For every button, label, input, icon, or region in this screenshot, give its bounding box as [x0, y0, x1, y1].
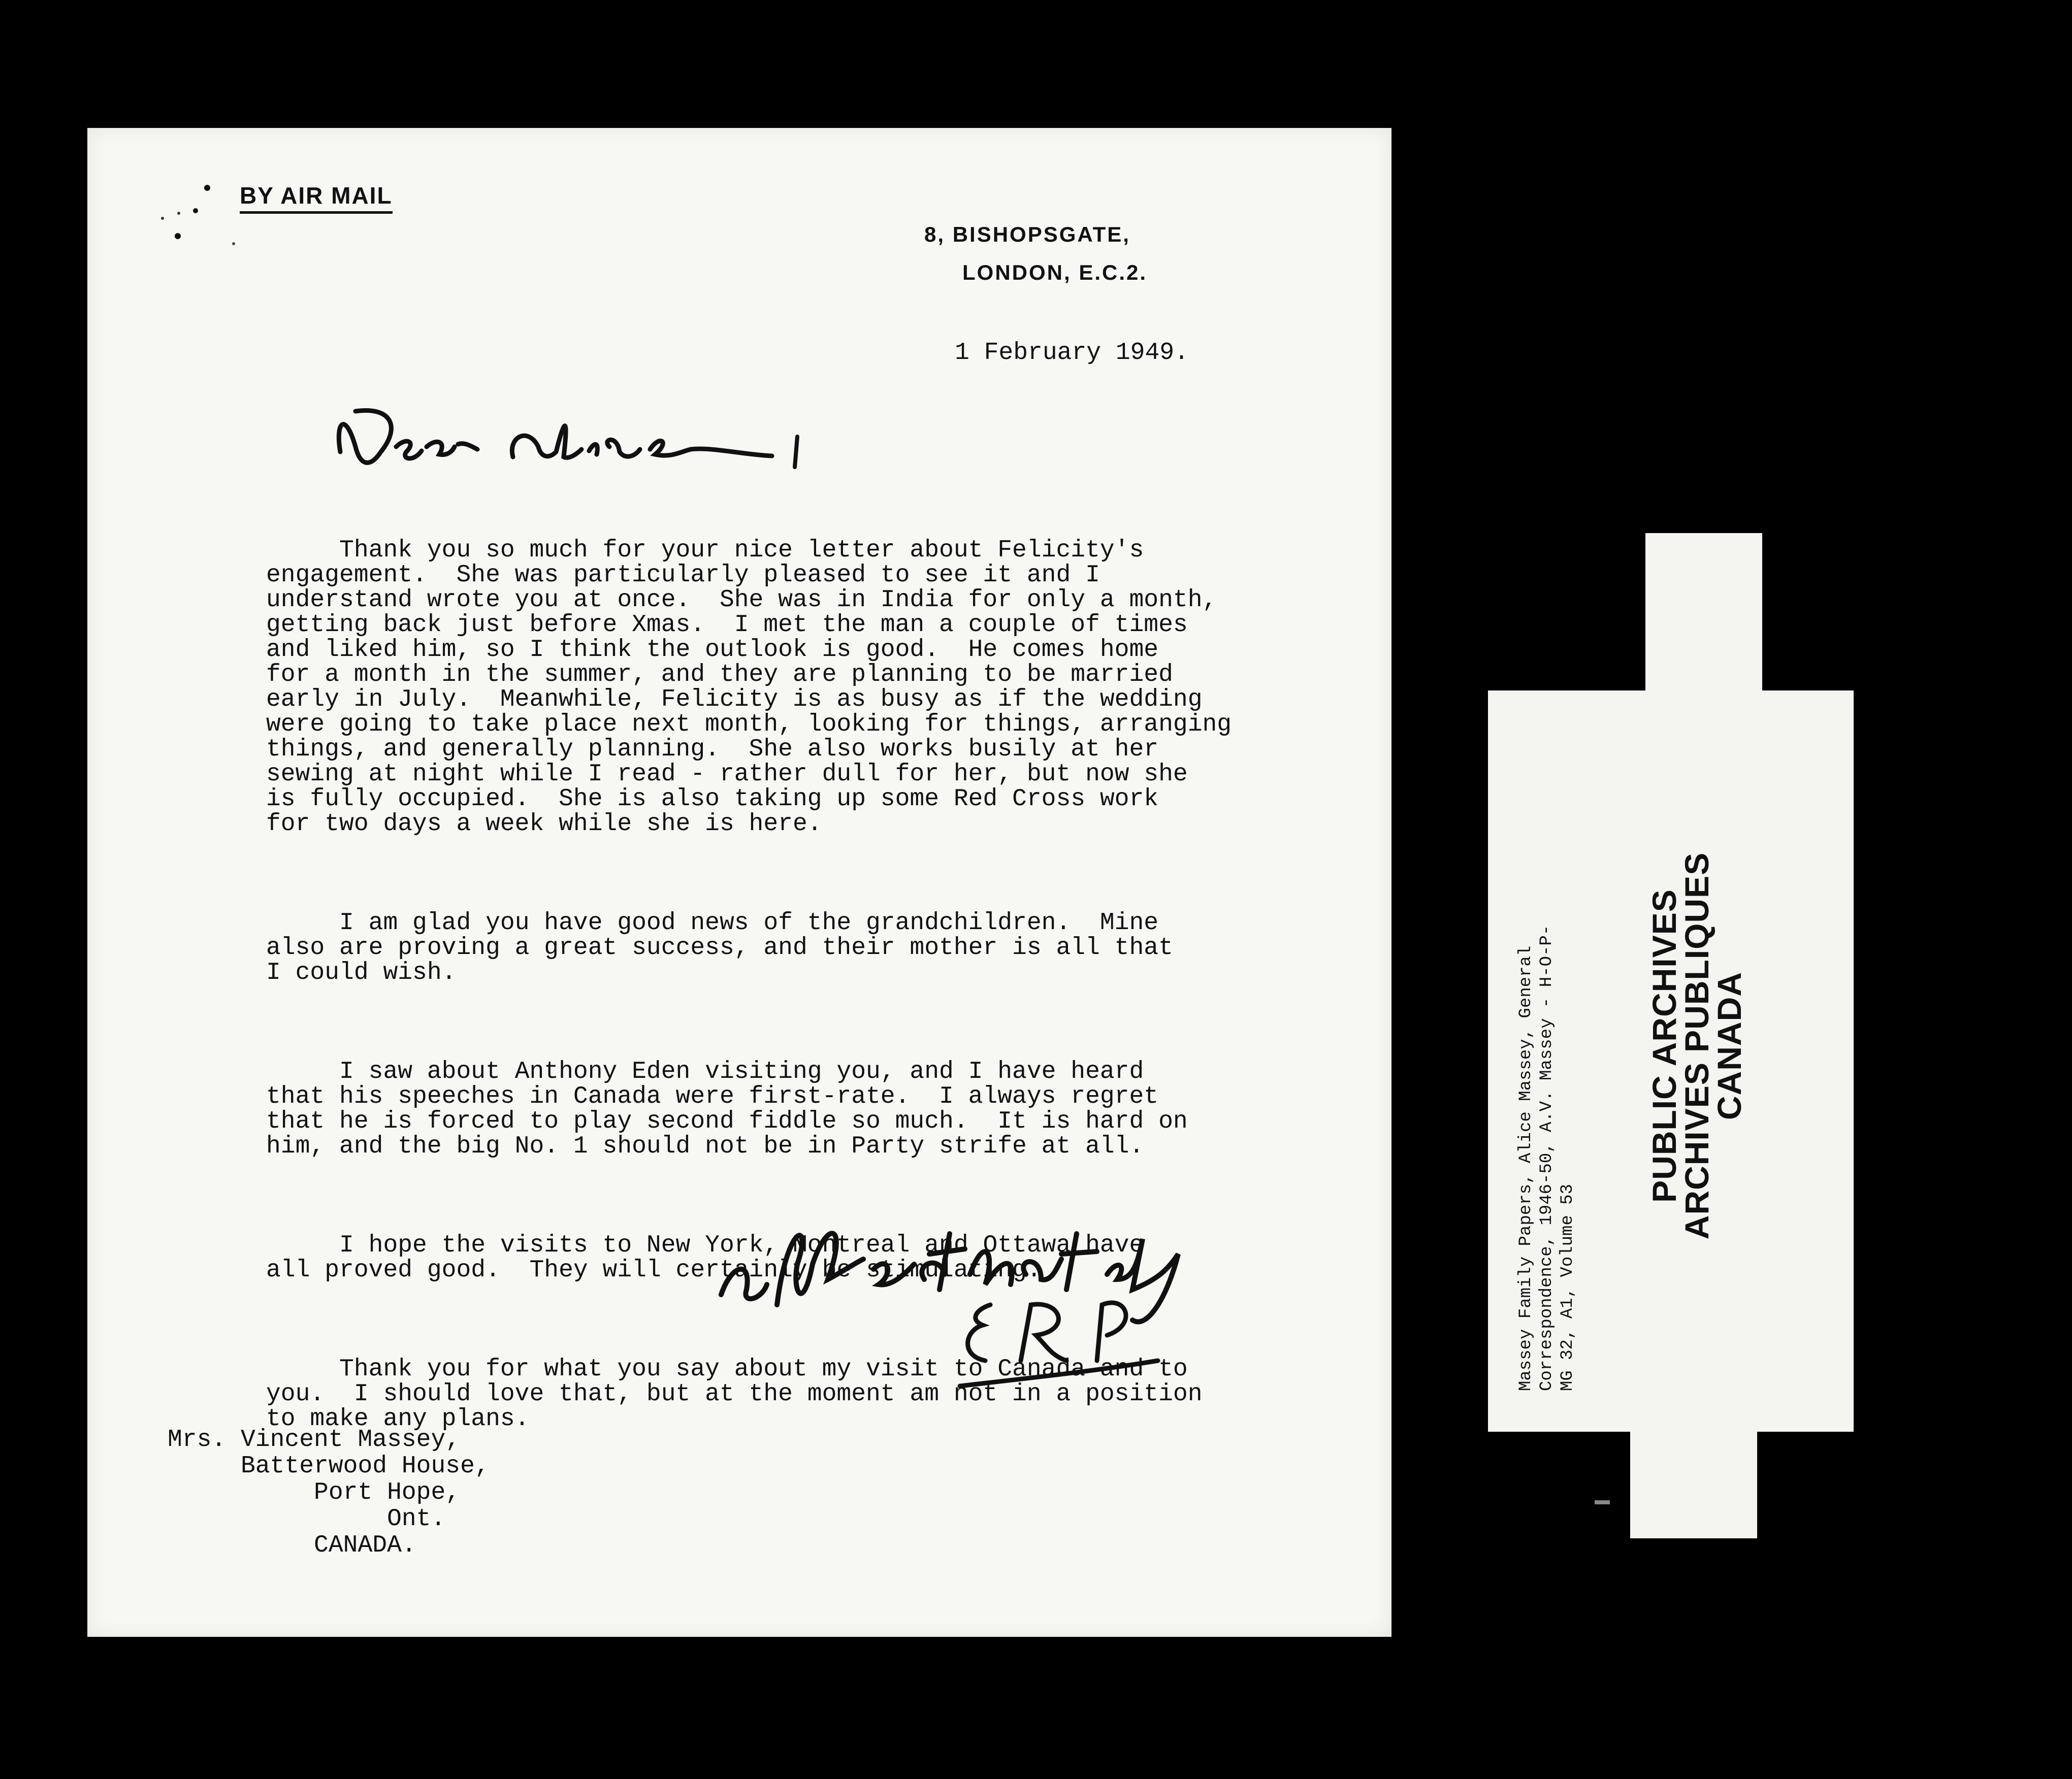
archive-stamp-line: CANADA — [1710, 972, 1748, 1120]
handwritten-signature — [945, 1284, 1209, 1396]
letter-paragraph: I saw about Anthony Eden visiting you, and I have heard that his speeches in Canada were first-rate. I always regret that he is forced to play second fiddle so much. It is hard on him, and the big No. 1 should not be in Party strife at all. — [266, 1058, 1188, 1160]
recipient-address: Mrs. Vincent Massey, Batterwood House, Port Hope, Ont. CANADA. — [168, 1426, 490, 1559]
letter-paragraph: I hope the visits to New York, Montreal and Ottawa have all proved good. They will certainly be stimulating. — [266, 1232, 1144, 1284]
handwritten-salutation — [325, 391, 813, 492]
letter-paragraph: Thank you for what you say about my visit to Canada and to you. I should love that, but at the moment am not in a position to make any plans. — [266, 1356, 1203, 1433]
archive-label-bottom-tab — [1630, 1422, 1757, 1538]
archive-label-top-tab — [1645, 533, 1762, 696]
archive-reference-line: Correspondence, 1946-50, A.V. Massey - H-O-P- — [1537, 925, 1557, 1391]
archive-stamp — [1645, 848, 1748, 1244]
archive-reference-line: Massey Family Papers, Alice Massey, General — [1516, 945, 1536, 1391]
archive-reference-line: MG 32, A1, Volume 53 — [1558, 1183, 1577, 1391]
letter-date: 1 February 1949. — [955, 339, 1189, 367]
archive-stamp-line: PUBLIC ARCHIVES — [1645, 889, 1683, 1203]
airmail-marking: BY AIR MAIL — [240, 182, 393, 214]
letter-paragraph: Thank you so much for your nice letter about Felicity's engagement. She was particularly pleased to see it and I understand wrote you at once. She was in India for only a month, getting back just before Xmas. I met the man a couple of times and liked him, so I think the outlook is good. He comes home for a month in the summer, and they are planning to be married early in July. Meanwhile, Felicity is as busy as if the wedding were going to take place next month, looking for things, arranging things, and generally planning. She also works busily at her sewing at night while I read - rather dull for her, but now she is fully occupied. She is also taking up some Red Cross work for two days a week while she is here. — [266, 537, 1232, 838]
archive-reference-block — [1516, 925, 1578, 1391]
sender-address-line-2: LONDON, E.C.2. — [962, 260, 1148, 284]
label-mark — [1595, 1500, 1610, 1504]
ink-specks — [147, 168, 249, 269]
archive-stamp-line: ARCHIVES PUBLIQUES — [1678, 852, 1715, 1240]
letter-paragraph: I am glad you have good news of the grandchildren. Mine also are proving a great success, and their mother is all that I could wish. — [266, 909, 1173, 986]
sender-address-line-1: 8, BISHOPSGATE, — [924, 222, 1130, 246]
